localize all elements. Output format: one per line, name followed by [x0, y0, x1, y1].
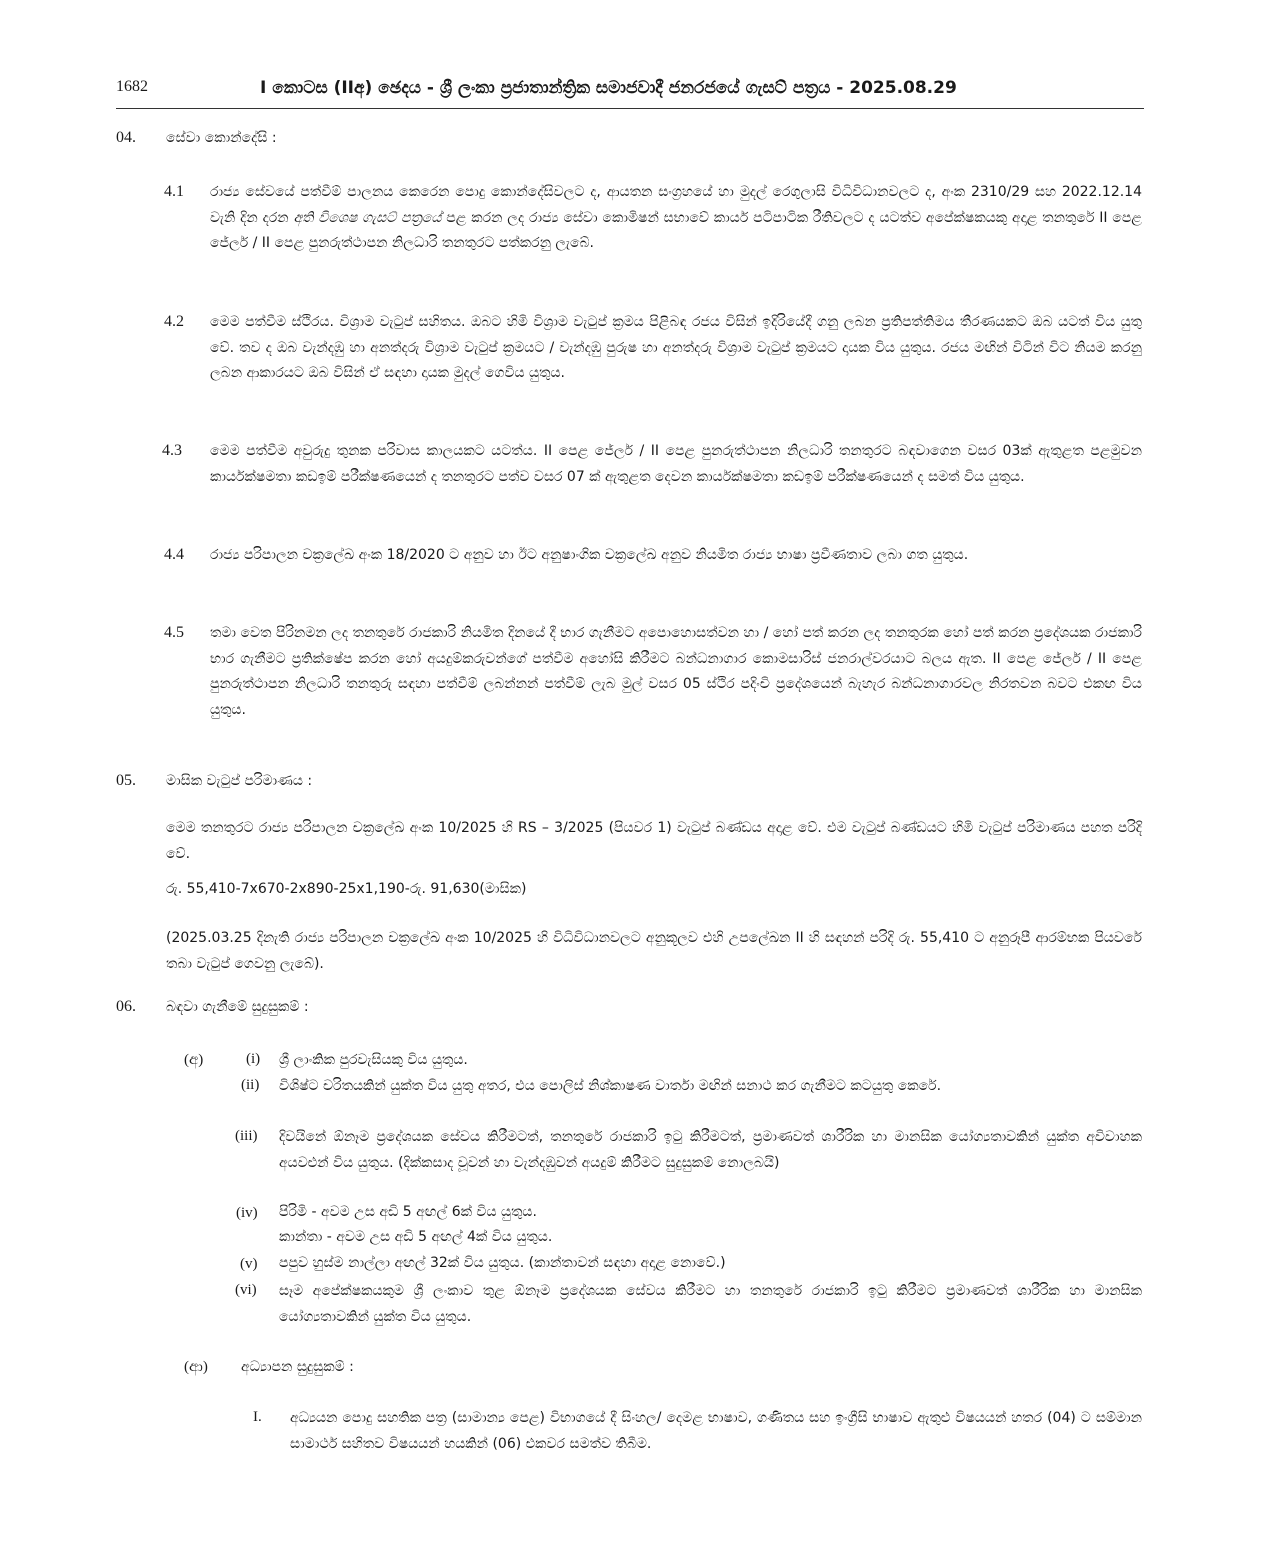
item-4-3-text: මෙම පත්වීම අවුරුදු තුනක පරිවාස කාලයකට යටත්ය. II පෙළ ජේලර් / II පෙළ පුනරුත්ථාපන නිලධාරි තනතුරට බඳවාගෙන වසර 03ක් ඇතුළත පළමුවන කාර්යක්ෂමතා කඩඉම් පරීක්ෂණයෙන් ද තනතුරට පත්ව වසර 07 ක් ඇතුළත දෙවන කාර්යක්ෂමතා කඩඉම් පරීක්ෂණයෙන් ද සමත් විය යුතුය. [210, 443, 1142, 485]
item-4-2-number: 4.2 [164, 313, 184, 330]
section-05-heading: මාසික වැටුප් පරිමාණය : [166, 773, 313, 789]
education-heading: අධ්‍යාපන සුදුසුකම් : [241, 1359, 354, 1375]
salary-scale: රු. 55,410-7x670-2x890-25x1,190-රු. 91,630(මාසික) [166, 881, 527, 897]
edu-i-text: අධ්‍යයන පොදු සහතික පත්‍ර (සාමාන්‍ය පෙළ) විභාගයේ දී සිංහල/ දෙමළ භාෂාව, ගණිතය සහ ඉංග්‍රීසි භාෂාව ඇතුළු විෂයයන් හතර (04) ට සම්මාන සාමාර්ථ සහිතව විෂයයන් හයකින් (06) එකවර සමත්ව තිබීම. [290, 1410, 1142, 1452]
subsection-a-tag: (අ) [184, 1052, 204, 1068]
qual-v-text: පපුව හුස්ම නාල්ලා අඟල් 32ක් විය යුතුය. (කාන්තාවන් සඳහා අදාළ නොවේ.) [279, 1255, 726, 1271]
item-4-1-text-pre: රාජ්‍ය සේවයේ පත්වීම් පාලනය කෙරෙන පොදු කොන්දේසිවලට ද, ආයතන සංග්‍රහයේ හා මුදල් රෙගුලාසි විධිවිධානවලට ද, අංක 2310/29 සහ 2022.12.14 වැනි දින දරන [210, 184, 1142, 226]
qual-iii-text: දිවයිනේ ඕනෑම ප්‍රදේශයක සේවය කිරීමටත්, තනතුරේ රාජකාරි ඉටු කිරීමටත්, ප්‍රමාණවත් ශාරීරික හා මානසික යෝග්‍යතාවකින් යුක්ත අවිවාහක අයවළුන් විය යුතුය. (දික්කසාද වූවන් හා වැන්දඹුවන් අයදුම් කිරීමට සුදුසුකම් නොලබයි) [279, 1129, 1142, 1171]
item-4-4-number: 4.4 [164, 546, 184, 563]
item-4-4-text: රාජ්‍ය පරිපාලන චක්‍රලේඛ අංක 18/2020 ට අනුව හා ඊට අනුෂාංගික චක්‍රලේඛ අනුව නියමිත රාජ්‍ය භාෂා ප්‍රවීණතාව ලබා ගත යුතුය. [210, 547, 969, 563]
qual-iii-number: (iii) [235, 1128, 258, 1144]
qual-iv-number: (iv) [236, 1205, 258, 1221]
salary-description: මෙම තනතුරට රාජ්‍ය පරිපාලන චක්‍රලේඛ අංක 10/2025 හි RS – 3/2025 (පියවර 1) වැටුප් බණ්ඩය අදාළ වේ. එම වැටුප් බණ්ඩයට හිමි වැටුප් පරිමාණය පහත පරිදි වේ. [166, 820, 1142, 862]
section-05-number: 05. [116, 772, 136, 789]
edu-i-number: I. [253, 1409, 262, 1425]
item-4-3-number: 4.3 [162, 442, 182, 459]
subsection-b-tag: (ආ) [184, 1359, 208, 1375]
salary-note: (2025.03.25 දිනැති රාජ්‍ය පරිපාලන චක්‍රලේඛ අංක 10/2025 හි විධිවිධානවලට අනුකූලව එහි උපලේඛන II හි සඳහන් පරිදි රු. 55,410 ට අනුරූපී ආරම්භක පියවරේ තබා වැටුප් ගෙවනු ලැබේ). [166, 930, 1142, 972]
header-divider [116, 108, 1144, 109]
section-06-number: 06. [116, 998, 136, 1015]
item-4-1-text-italic: අති විශෙෂ ගැසට් පත්‍රයේ [293, 209, 442, 226]
item-4-1-text [210, 180, 1142, 257]
section-04-heading: සේවා කොන්දේසි : [166, 130, 277, 146]
qual-v-number: (v) [240, 1256, 258, 1272]
qual-vi-number: (vi) [235, 1282, 257, 1298]
qual-iv-text-female: කාන්තා - අවම උස අඩි 5 අඟල් 4ක් විය යුතුය. [279, 1229, 553, 1245]
qual-i-text: ශ්‍රී ලාංකික පුරවැසියකු විය යුතුය. [279, 1052, 468, 1068]
qual-vi-text: සෑම අපේක්ෂකයකුම ශ්‍රී ලංකාව තුළ ඕනෑම ප්‍රදේශයක සේවය කිරීමට හා තනතුරේ රාජකාරි ඉටු කිරීමට ප්‍රමාණවත් ශාරීරික හා මානසික යෝග්‍යතාවකින් යුක්ත විය යුතුය. [279, 1283, 1142, 1325]
item-4-5-text: තමා වෙත පිරිනමන ලද තනතුරේ රාජකාරි නියමිත දිනයේ දී භාර ගැනීමට අපොහොසත්වන හා / හෝ පත් කරන ලද තනතුරක හෝ පත් කරන ප්‍රදේශයක රාජකාරි භාර ගැනීමට ප්‍රතික්ෂේප කරන හෝ අයදුම්කරුවන්ගේ පත්වීම අහෝසි කිරීමට බන්ධනාගාර කොමසාරිස් ජනරාල්වරයාට බලය ඇත. II පෙළ ජේලර් / II පෙළ පුනරුත්ථාපන නිලධාරි තනතුරු සඳහා පත්වීම් ලබන්නන් පත්වීම් ලැබ මුල් වසර 05 ස්ථිර පදිංචි ප්‍රදේශයෙන් බැහැර බන්ධනාගාරවල නිරතවන බවට එකඟ විය යුතුය. [210, 625, 1142, 718]
item-4-2-text: මෙම පත්වීම ස්ථිරය. විශ්‍රාම වැටුප් සහිතය. ඔබට හිමි විශ්‍රාම වැටුප් ක්‍රමය පිළිබඳ රජය විසින් ඉදිරියේදී ගනු ලබන ප්‍රතිපත්තිමය තීරණයකට ඔබ යටත් විය යුතු වේ. තව ද ඔබ වැන්දඹු හා අනත්දරු විශ්‍රාම වැටුප් ක්‍රමයට / වැන්දඹු පුරුෂ හා අනත්දරු විශ්‍රාම වැටුප් ක්‍රමයට දායක විය යුතුය. රජය මඟින් විටින් විට නියම කරනු ලබන ආකාරයට ඔබ විසින් ඒ සඳහා දායක මුදල් ගෙවිය යුතුය. [210, 314, 1142, 381]
qual-ii-text: විශිෂ්ට චරිතයකින් යුක්ත විය යුතු අතර, එය පොලිස් නිශ්කාෂණ වාර්තා මඟින් සනාථ කර ගැනීමට කටයුතු කෙරේ. [279, 1078, 942, 1094]
item-4-1-text-post: පළ කරන ලද රාජ්‍ය සේවා කොමිෂන් සභාවේ කාර්ය පටිපාටික රීතිවලට ද යටත්ව අපේක්ෂකයකු අදාළ තනතුරේ II පෙළ ජේලර් / II පෙළ පුනරුත්ථාපන නිලධාරි තනතුරට පත්කරනු ලැබේ. [210, 209, 1142, 251]
gazette-header-title: I කොටස (IIඅ) ඡෙදය - ශ්‍රී ලංකා ප්‍රජාතාන්ත්‍රික සමාජවාදී ජනරජයේ ගැසට් පත්‍රය - 2025.08.29 [260, 78, 957, 98]
item-4-5-number: 4.5 [164, 624, 184, 641]
section-04-number: 04. [116, 129, 136, 146]
item-4-1-number: 4.1 [164, 183, 184, 200]
qual-i-number: (i) [246, 1051, 261, 1067]
page-number: 1682 [116, 78, 148, 95]
qual-iv-text-male: පිරිමි - අවම උස අඩි 5 අඟල් 6ක් විය යුතුය. [279, 1204, 537, 1220]
section-06-heading: බඳවා ගැනීමේ සුදුසුකම් : [166, 999, 309, 1015]
qual-ii-number: (ii) [241, 1077, 260, 1093]
